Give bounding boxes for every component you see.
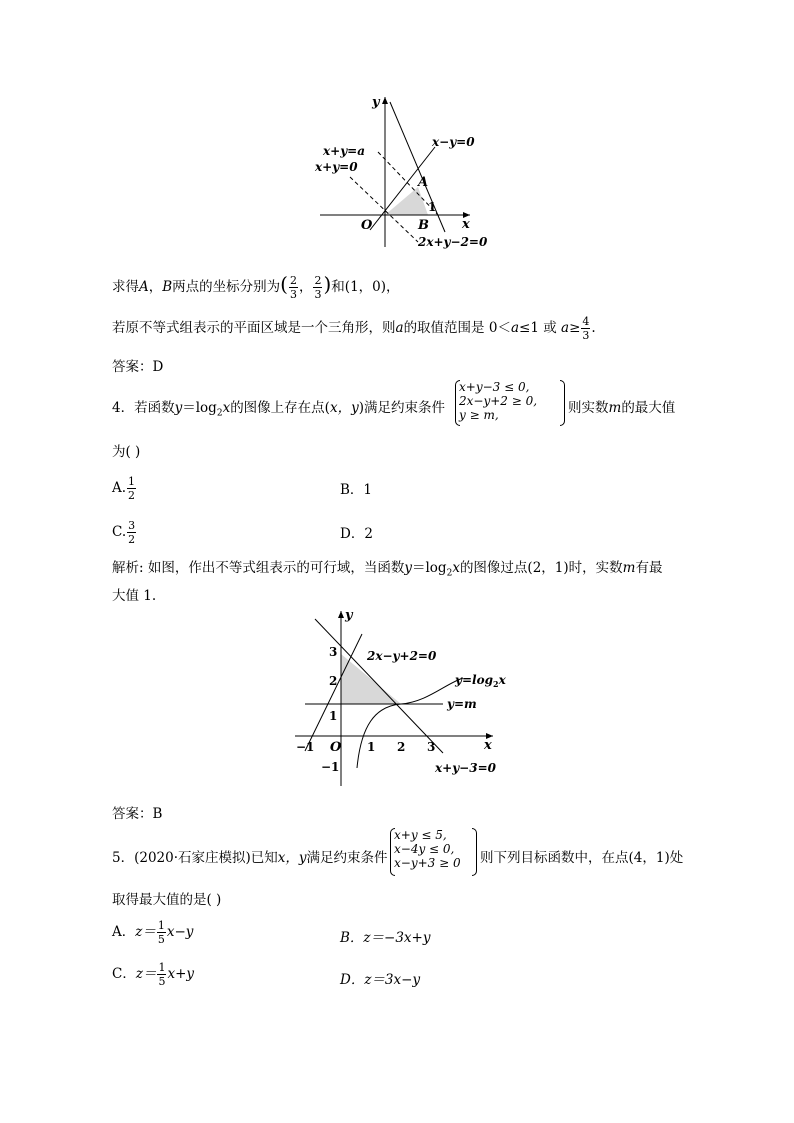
fig2-x-label: x [484,738,492,753]
fig1-line-x-minus-y: x−y=0 [432,135,475,149]
fig2-tick-x2: 2 [397,740,406,754]
fig1-line-x-plus-y-a: x+y=a [323,144,366,158]
fraction: $\frac{4}{3}$ [582,315,590,342]
constraint-system-4: x+y−3 ≤ 0, 2x−y+2 ≥ 0, y ≥ m, [459,380,538,422]
brace-right [560,380,565,426]
fig2-tick-xn1: −1 [296,740,315,754]
fig1-line-2x: 2x+y−2=0 [418,235,488,249]
fig2-line-2x: 2x−y+2=0 [367,649,437,663]
question-5-line2: 取得最大值的是( ) [112,892,222,908]
fig1-point-A: A [418,175,429,190]
fig2-y-label: y [345,608,353,623]
question-5-line1: 5．(2020·石家庄模拟)已知x，y满足约束条件 [112,850,388,866]
fig2-tick-y1: 1 [329,709,338,723]
fig2-tick-x3: 3 [427,740,436,754]
question-4-line2: 为( ) [112,444,141,460]
fig2-tick-x1: 1 [367,740,376,754]
fig2-ym-label: y=m [447,697,477,711]
option-5-A[interactable]: A．z＝ $\frac{1}{5}$ x−y [112,919,194,946]
brace-right [472,828,477,876]
option-5-D[interactable]: D．z＝3x−y [340,972,421,988]
question-4-tail: 则实数m的最大值 [568,400,676,416]
fig1-point-B: B [418,218,429,233]
question-4-line1: 4．若函数$y=\log_2x$的图像上存在点(x，y)满足约束条件 [112,400,445,419]
fig2-tick-y3: 3 [329,645,338,659]
fig2-tick-yn1: −1 [321,760,340,774]
option-4-B[interactable]: B．1 [340,482,373,498]
answer-3: 答案：D [112,359,164,375]
solution-4-line2: 大值 1. [112,588,157,604]
fig1-origin: O [361,218,373,233]
feasible-region-1 [385,187,428,215]
figure-1 [310,92,510,252]
fig1-line-x-plus-y-0: x+y=0 [315,160,358,174]
figure-2 [285,606,510,791]
option-4-D[interactable]: D．2 [340,526,373,542]
fraction: $\frac{2}{3}$ [314,274,322,301]
fig1-y-label: y [372,95,380,110]
option-5-B[interactable]: B．z＝−3x+y [340,930,431,946]
option-5-C[interactable]: C．z＝ $\frac{1}{5}$ x+y [112,961,195,988]
solution-coordinates-line: 求得A，B两点的坐标分别为( $\frac{2}{3}$ ， $\frac{2}{3}$ )和(1，0)， [112,272,400,301]
answer-4: 答案：B [112,806,163,822]
question-5-tail: 则下列目标函数中，在点(4，1)处 [480,850,684,866]
solution-4-line1: 解析: 如图，作出不等式组表示的可行域，当函数$y=\log_2x$的图像过点(2，1)时，实数m有最 [112,560,663,579]
option-4-C[interactable]: C. $\frac{3}{2}$ [112,519,136,546]
fig1-x-label: x [462,217,470,232]
range-line: 若原不等式组表示的平面区域是一个三角形，则a的取值范围是 0＜a≤1 或 a≥ $\frac{4}{3}$ . [112,315,596,342]
fraction: $\frac{2}{3}$ [289,274,297,301]
fig1-tick-1: 1 [428,200,437,214]
option-4-A[interactable]: A. $\frac{1}{2}$ [112,475,136,502]
fig2-log-label: $y=\log_2x$ [455,673,506,689]
constraint-system-5: x+y ≤ 5, x−4y ≤ 0, x−y+3 ≥ 0 [394,828,461,870]
fig2-origin: O [330,740,342,755]
fig2-line-xy: x+y−3=0 [435,761,496,775]
fig2-tick-y2: 2 [329,674,338,688]
